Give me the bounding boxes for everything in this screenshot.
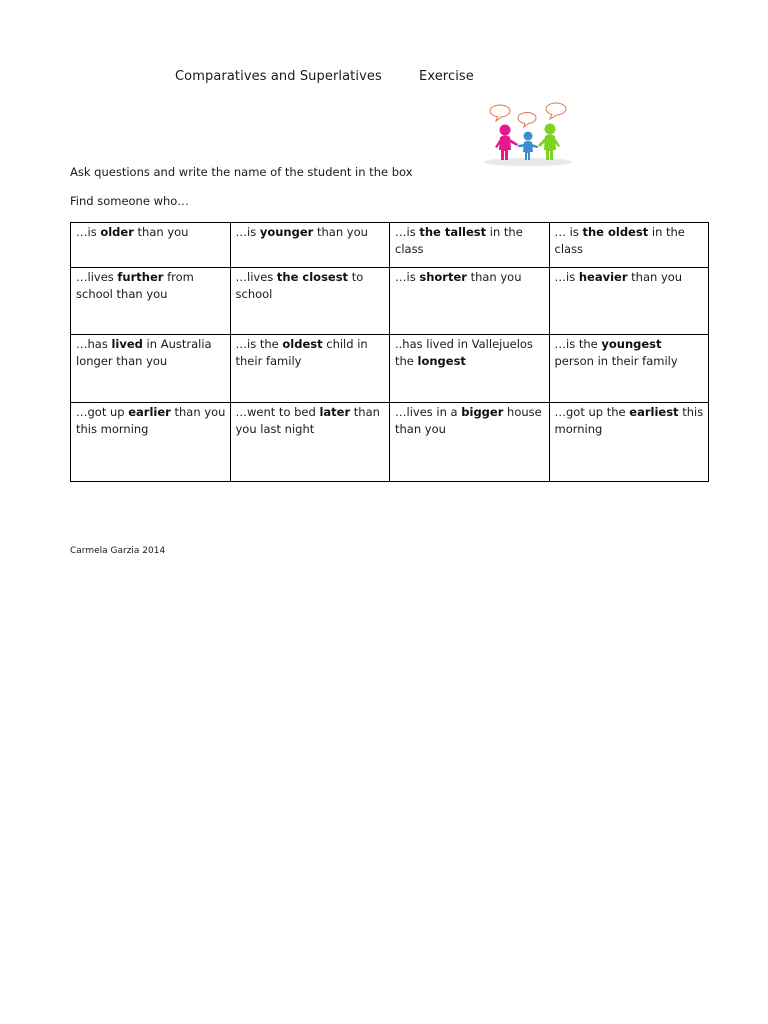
keyword: bigger bbox=[461, 405, 504, 419]
keyword: the tallest bbox=[419, 225, 487, 239]
lead-in-text: Find someone who… bbox=[70, 194, 189, 208]
page-title bbox=[175, 69, 474, 84]
grid-cell[interactable]: …is older than you bbox=[71, 223, 231, 268]
author-footer: Carmela Garzia 2014 bbox=[70, 546, 166, 556]
keyword: longest bbox=[417, 354, 466, 368]
find-someone-who-grid bbox=[70, 222, 709, 482]
keyword: heavier bbox=[578, 270, 628, 284]
keyword: further bbox=[117, 270, 164, 284]
grid-cell[interactable]: …is shorter than you bbox=[390, 268, 550, 335]
subtitle-text: Exercise bbox=[419, 69, 474, 84]
keyword: the closest bbox=[276, 270, 349, 284]
grid-cell[interactable]: …got up earlier than you this morning bbox=[71, 403, 231, 482]
three-people-talking-icon bbox=[478, 100, 578, 168]
grid-cell[interactable]: …got up the earliest this morning bbox=[549, 403, 709, 482]
grid-row bbox=[71, 223, 709, 268]
grid-cell[interactable]: ..has lived in Vallejuelos the longest bbox=[390, 335, 550, 403]
grid-cell[interactable]: … is the oldest in the class bbox=[549, 223, 709, 268]
grid-cell[interactable]: …is the youngest person in their family bbox=[549, 335, 709, 403]
grid-cell[interactable]: …lives in a bigger house than you bbox=[390, 403, 550, 482]
keyword: later bbox=[319, 405, 351, 419]
grid-cell[interactable]: …is the oldest child in their family bbox=[230, 335, 390, 403]
grid-cell[interactable]: …is the tallest in the class bbox=[390, 223, 550, 268]
keyword: younger bbox=[259, 225, 314, 239]
keyword: lived bbox=[111, 337, 143, 351]
grid-row bbox=[71, 335, 709, 403]
keyword: oldest bbox=[282, 337, 323, 351]
grid-row bbox=[71, 268, 709, 335]
grid-cell[interactable]: …went to bed later than you last night bbox=[230, 403, 390, 482]
instruction-text: Ask questions and write the name of the student in the box bbox=[70, 165, 413, 179]
grid-cell[interactable]: …has lived in Australia longer than you bbox=[71, 335, 231, 403]
title-text: Comparatives and Superlatives bbox=[175, 69, 382, 84]
grid-cell[interactable]: …lives the closest to school bbox=[230, 268, 390, 335]
keyword: earlier bbox=[128, 405, 171, 419]
keyword: youngest bbox=[601, 337, 662, 351]
keyword: shorter bbox=[419, 270, 467, 284]
grid-cell[interactable]: …is younger than you bbox=[230, 223, 390, 268]
grid-row bbox=[71, 403, 709, 482]
keyword: the oldest bbox=[582, 225, 649, 239]
keyword: earliest bbox=[629, 405, 679, 419]
grid-cell[interactable]: …lives further from school than you bbox=[71, 268, 231, 335]
keyword: older bbox=[100, 225, 134, 239]
grid-cell[interactable]: …is heavier than you bbox=[549, 268, 709, 335]
